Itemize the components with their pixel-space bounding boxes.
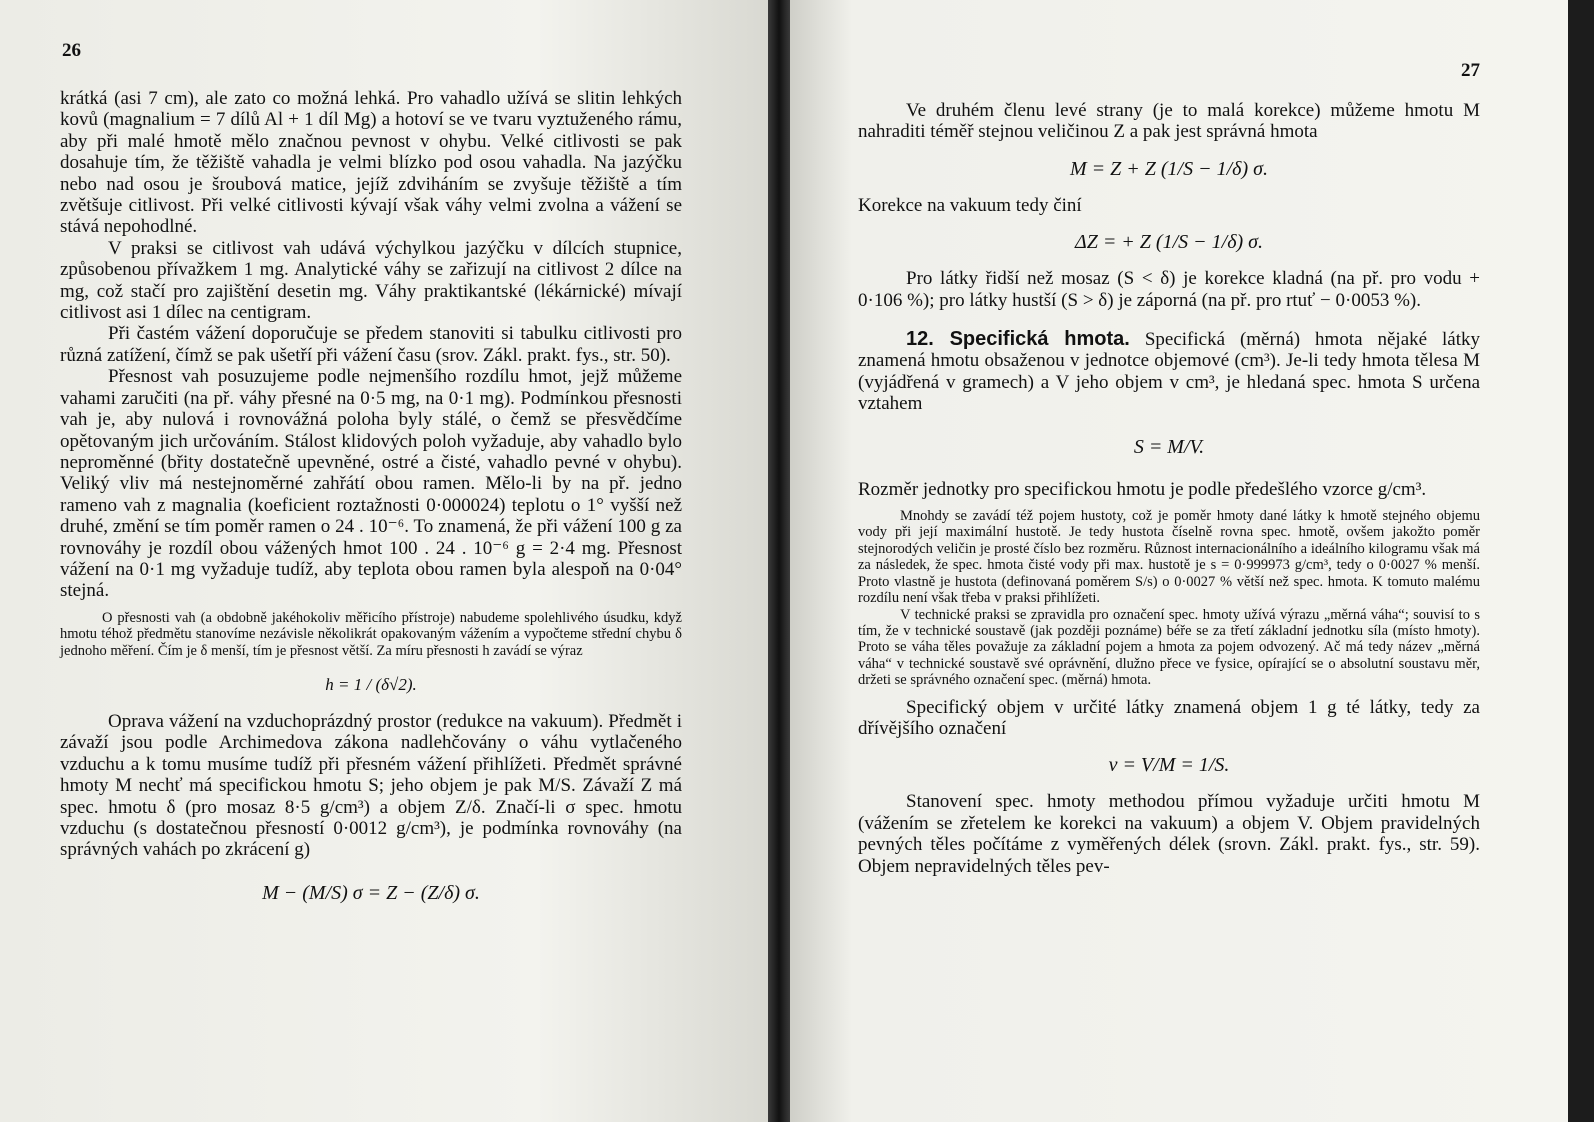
paragraph: Stanovení spec. hmoty methodou přímou vyžaduje určiti hmotu M (vážením se zřetelem ke korekci na vakuum) a objem V. Objem pravidelných pevných těles počítáme z vyměřených délek (srovn. Zákl. prakt. fys., str. 59). Objem nepravidelných těles pev- — [858, 791, 1480, 877]
paragraph: Ve druhém členu levé strany (je to malá korekce) můžeme hmotu M nahraditi téměř stejnou veličinou Z a pak jest správná hmota — [858, 100, 1480, 143]
paragraph: Oprava vážení na vzduchoprázdný prostor (redukce na vakuum). Předmět i závaží jsou podle Archimedova zákona nadlehčovány o váhu vytlačeného vzduchu a k tomu musíme tudíž při přesném vážení přihlížeti. Předmět správné hmoty M nechť má specifickou hmotu S; jeho objem je pak M/S. Závaží Z má spec. hmotu δ (pro mosaz 8·5 g/cm³) a objem Z/δ. Značí-li σ spec. hmotu vzduchu (s dostatečnou přesností 0·0012 g/cm³), je podmínka rovnováhy (na správných vahách po zkrácení g) — [60, 710, 682, 861]
formula-precision: h = 1 / (δ√2). — [325, 674, 417, 694]
paragraph: Při častém vážení doporučuje se předem stanoviti si tabulku citlivosti pro různá zatížení, čímž se pak ušetří při vážení času (srov. Zákl. prakt. fys., str. 50). — [60, 323, 682, 366]
small-print-paragraph: O přesnosti vah (a obdobně jakéhokoliv měřicího přístroje) nabudeme spolehlivého úsudku, když hmotu téhož předmětu stanovíme nezávisle několikrát opakovaným vážením a vypočteme střední chybu δ jednoho měření. Čím je δ menší, tím je přesnost větší. Za míru přesnosti h zavádí se výraz — [60, 609, 682, 659]
formula-mass: M = Z + Z (1/S − 1/δ) σ. — [1070, 157, 1268, 180]
small-print-paragraph: Mnohdy se zavádí též pojem hustoty, což je poměr hmoty dané látky k hmotě stejného objemu vody při její maximální hustotě. Je tedy hustota číselně rovna spec. hmotě, ovšem jakožto poměr stejnorodých veličin je prosté číslo bez rozměru. Různost internacionálního a ideálního kilogramu však má za následek, že spec. hmota čisté vody při max. hustotě je s = 0·999973 g/cm³, tedy o 0·0027 % menší. Proto vlastně je hustota (definovaná poměrem S/s) o 0·0027 % větší než spec. hmota. K tomuto malému rozdílu není však třeba v praksi přihlížeti. — [858, 508, 1480, 607]
section-heading: 12. Specifická hmota. — [906, 328, 1130, 351]
book-gutter — [768, 0, 790, 1122]
section-paragraph — [858, 329, 1480, 415]
paragraph: Korekce na vakuum tedy činí — [858, 194, 1082, 216]
scan-edge — [1568, 0, 1594, 1122]
formula-density: S = M/V. — [1133, 435, 1205, 458]
paragraph: Pro látky řidší než mosaz (S < δ) je korekce kladná (na př. pro vodu + 0·106 %); pro látky hustší (S > δ) je záporná (na př. pro rtuť − 0·0053 %). — [858, 268, 1480, 311]
page-number: 26 — [62, 40, 81, 61]
left-page — [0, 0, 768, 1122]
formula-volume: v = V/M = 1/S. — [1108, 754, 1230, 777]
formula-correction: ΔZ = + Z (1/S − 1/δ) σ. — [1074, 231, 1264, 254]
paragraph: V praksi se citlivost vah udává výchylkou jazýčku v dílcích stupnice, způsobenou přívažkem 1 mg. Analytické váhy se zařizují na citlivost 2 dílce na mg, což stačí pro zajištění desetin mg. Váhy praktikantské (lékárnické) mívají citlivost asi 1 dílec na centigram. — [60, 237, 682, 324]
paragraph: krátká (asi 7 cm), ale zato co možná lehká. Pro vahadlo užívá se slitin lehkých kovů (magnalium = 7 dílů Al + 1 díl Mg) a hotoví se ve tvaru vyztuženého rámu, aby při malé hmotě mělo značnou pevnost v ohybu. Velké citlivosti se pak dosahuje tím, že těžiště vahadla je velmi blízko pod osou vahadla. Na jazýčku nebo nad osou je šroubová matice, jejíž zdviháním se zvyšuje těžiště a tím zvětšuje citlivost. Při velké citlivosti kývají však váhy velmi zvolna a vážení se stává nepohodlné. — [60, 88, 682, 238]
section-text: Specifická (měrná) hmota nějaké látky znamená hmotu obsaženou v jednotce objemové (cm³). Je-li tedy hmota tělesa M (vyjádřená v gramech) a V jeho objem v cm³, je hledaná spec. hmota S určena vztahem — [858, 329, 1481, 415]
paragraph: Specifický objem v určité látky znamená objem 1 g té látky, tedy za dřívějšího označení — [858, 696, 1480, 739]
paragraph: Rozměr jednotky pro specifickou hmotu je podle předešlého vzorce g/cm³. — [858, 478, 1427, 500]
small-print-paragraph: V technické praksi se zpravidla pro označení spec. hmoty užívá výrazu „měrná váha“; souvisí to s tím, že v technické soustavě (jak později poznáme) béře se za třetí základní jednotku síla (místo hmoty). Proto se váha těles považuje za základní pojem a hmota za pojem odvozený. Ač má tedy název „měrná váha“ v technické soustavě své oprávnění, dlužno přece ve fysice, opírající se o absolutní soustavu měr, držeti se správného označení spec. (měrná) hmota. — [858, 606, 1480, 689]
right-page-text — [858, 100, 1480, 877]
right-page — [790, 0, 1568, 1122]
formula-balance: M − (M/S) σ = Z − (Z/δ) σ. — [262, 881, 480, 904]
paragraph: Přesnost vah posuzujeme podle nejmenšího rozdílu hmot, jejž můžeme vahami zaručiti (na př. váhy přesné na 0·5 mg, na 0·1 mg). Podmínkou přesnosti vah je, aby nulová i rovnovážná poloha byly stálé, o čemž se přesvědčíme opětovaným jich určováním. Stálost klidových poloh vyžaduje, aby vahadlo bylo neproměnné (břity dostatečně upevněné, ostré a čisté, vahadlo pevné v ohybu). Veliký vliv má nestejnoměrné zahřátí obou ramen. Mělo-li by na př. jedno rameno vah z magnalia (koeficient roztažnosti 0·000024) teplotu o 1° vyšší než druhé, změní se tím poměr ramen o 24 . 10⁻⁶. To znamená, že při vážení 100 g za rovnováhy je rozdíl obou vážených hmot 100 . 24 . 10⁻⁶ g = 2·4 mg. Přesnost vážení na 0·1 mg vyžaduje tudíž, aby teplota obou ramen byla alespoň na 0·04° stejná. — [60, 366, 682, 602]
page-number: 27 — [1461, 60, 1480, 81]
left-page-text — [60, 88, 682, 925]
